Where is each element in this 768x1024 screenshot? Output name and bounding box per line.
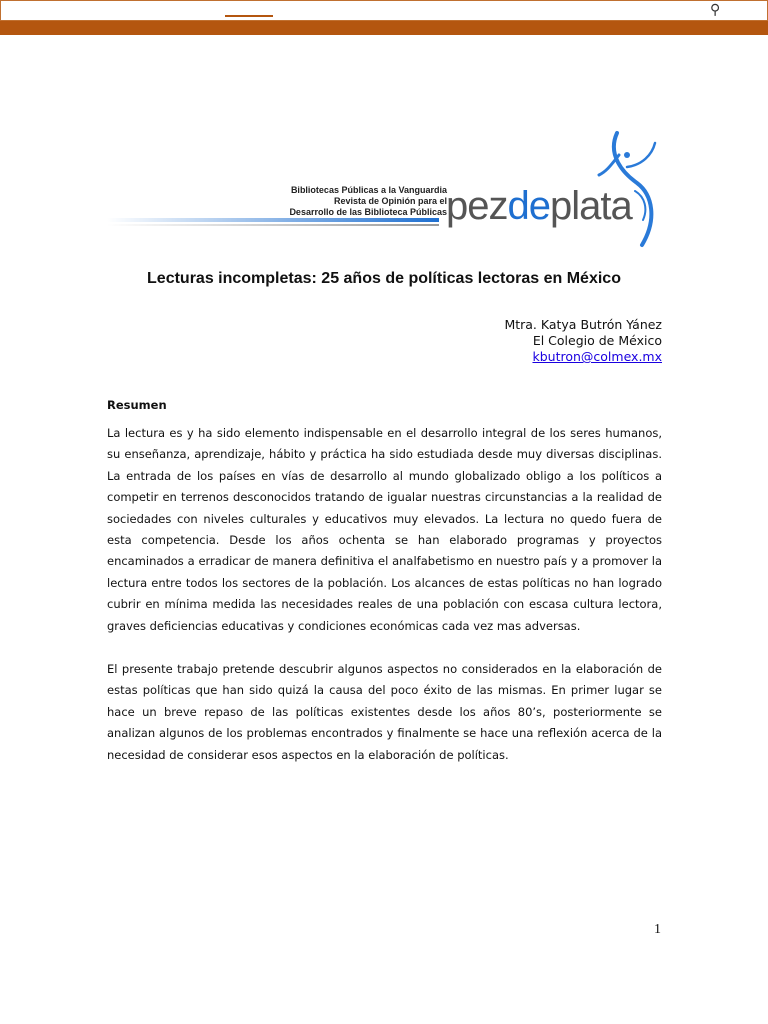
logo-part-plata: plata: [550, 184, 632, 228]
active-tab-indicator[interactable]: [225, 15, 273, 17]
document-title: Lecturas incompletas: 25 años de políticas lectoras en México: [147, 270, 621, 287]
journal-banner: [107, 125, 662, 252]
banner-blue-rule: [107, 218, 439, 222]
author-block: [504, 317, 662, 365]
section-heading: Resumen: [107, 398, 167, 412]
journal-tagline: Bibliotecas Públicas a la Vanguardia Revista de Opinión para el Desarrollo de las Biblioteca Públicas: [289, 185, 447, 217]
page-number: 1: [654, 922, 661, 937]
author-name: Mtra. Katya Butrón Yánez: [504, 317, 662, 332]
abstract-paragraph: La lectura es y ha sido elemento indispensable en el desarrollo integral de los seres humanos, su enseñanza, aprendizaje, hábito y práctica ha sido estudiada desde muy diversas disciplinas. La entrada de los países en vías de desarrollo al mundo globalizado obligo a los políticos a competir en terrenos desconocidos tratando de igualar nuestras circunstancias a la realidad de sociedades con niveles culturales y educativos muy elevados. La lectura no quedo fuera de esta competencia. Desde los años ochenta se han elaborado programas y proyectos encaminados a erradicar de manera definitiva el analfabetismo en nuestro país y a promover la lectura entre todos los sectores de la población. Los alcances de estas políticas no han logrado cubrir en mínima medida las necesidades reales de una población con escasa cultura lectora, graves deficiencias educativas y condiciones económicas cada vez mas adversas.: [107, 426, 662, 633]
author-institution: El Colegio de México: [532, 333, 662, 348]
top-toolbar: [0, 0, 768, 21]
header-band: [0, 21, 768, 35]
logo-part-pez: pez: [446, 184, 508, 228]
journal-logo: [446, 182, 632, 230]
logo-part-de: de: [507, 184, 550, 228]
author-email-link[interactable]: kbutron@colmex.mx: [532, 349, 662, 364]
banner-grey-rule: [107, 224, 439, 226]
seal-icon[interactable]: ⚲: [710, 2, 721, 18]
abstract-paragraph: El presente trabajo pretende descubrir algunos aspectos no considerados en la elaboración de estas políticas que han sido quizá la causa del poco éxito de las mismas. En primer lugar se hace un breve repaso de las políticas existentes desde los años 80’s, posteriormente se analizan algunos de los problemas encontrados y finalmente se hace una reflexión acerca de la necesidad de considerar esos aspectos en la elaboración de políticas.: [107, 662, 662, 762]
